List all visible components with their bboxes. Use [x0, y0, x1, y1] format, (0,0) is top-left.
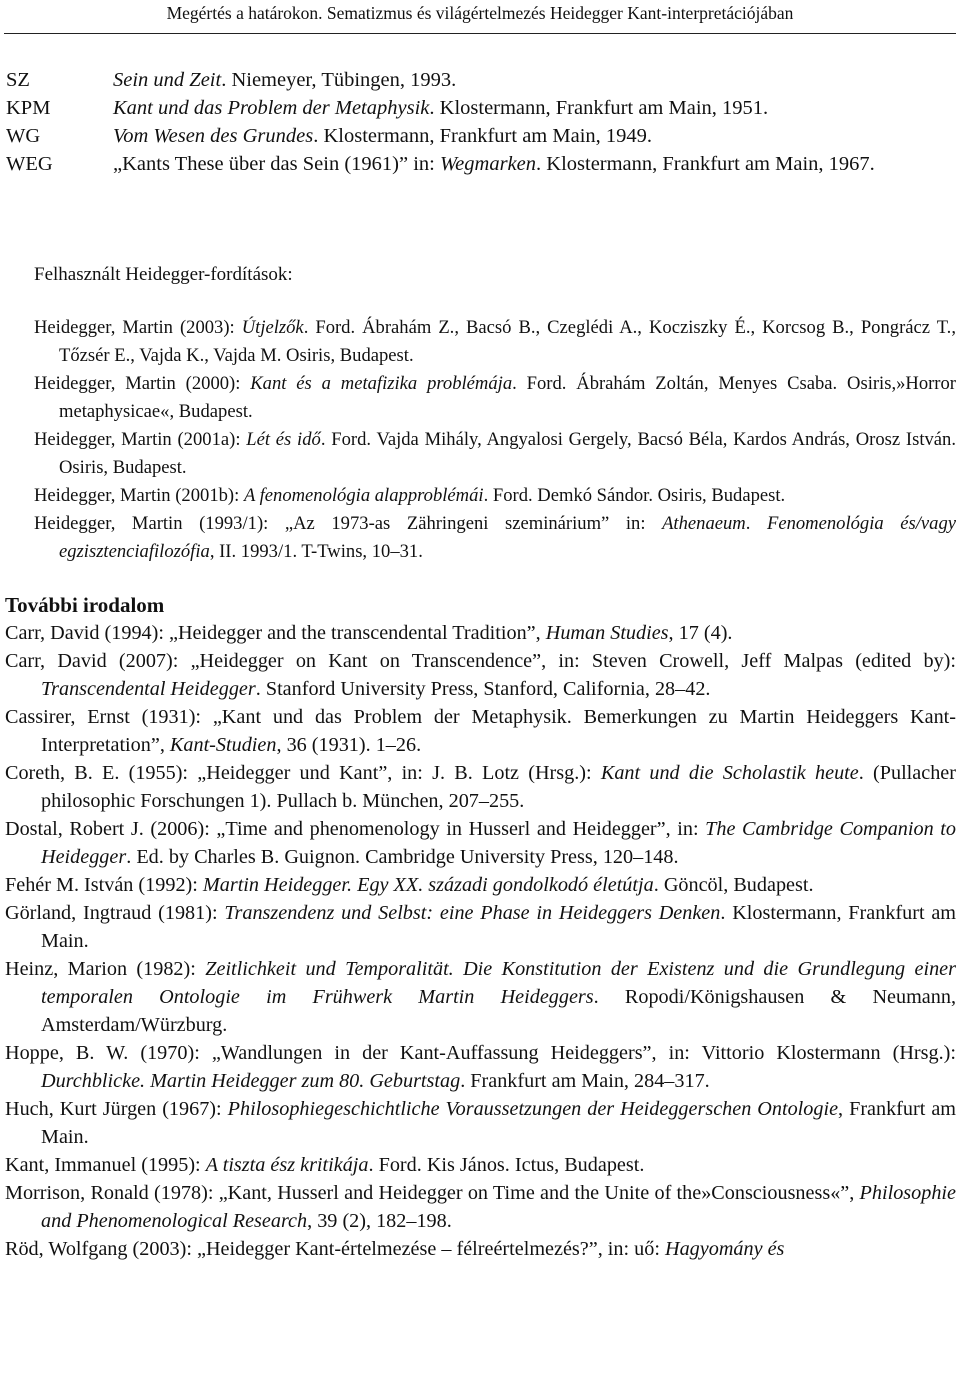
bibliography-entry: Carr, David (1994): „Heidegger and the transcendental Tradition”, Human Studies, 17 (4).	[5, 622, 733, 644]
abbreviation-code: SZ	[6, 69, 30, 91]
translation-entry: Heidegger, Martin (2001a): Lét és idő. Ford. Vajda Mihály, Angyalosi Gergely, Bacsó Béla, Kardos András, Orosz István. Osiris, Budapest.	[34, 429, 956, 478]
abbreviation-code: WG	[6, 125, 41, 147]
abbreviation-code: KPM	[6, 97, 51, 119]
abbreviations-list	[6, 66, 956, 178]
abbreviation-entry	[6, 94, 956, 122]
translation-entry: Heidegger, Martin (2003): Útjelzők. Ford. Ábrahám Z., Bacsó B., Czeglédi A., Kocziszky É., Korcsog B., Pongrácz T., Tőzsér E., Vajda K., Vajda M. Osiris, Budapest.	[34, 317, 956, 366]
abbreviation-entry	[6, 122, 956, 150]
bibliography-entry: Heinz, Marion (1982): Zeitlichkeit und Temporalität. Die Konstitution der Existenz und die Grundlegung einer temporalen Ontologie im Frühwerk Martin Heideggers. Ropodi/Königshausen & Neumann, Amsterdam/Würzburg.	[5, 958, 956, 1036]
bibliography-list	[5, 619, 956, 1263]
abbreviation-text: Sein und Zeit. Niemeyer, Tübingen, 1993.	[113, 69, 457, 91]
abbreviation-code: WEG	[6, 153, 53, 175]
bibliography-entry: Huch, Kurt Jürgen (1967): Philosophiegeschichtliche Voraussetzungen der Heideggerschen Ontologie, Frankfurt am Main.	[5, 1098, 956, 1148]
abbreviation-entry	[6, 66, 956, 94]
translations-heading: Felhasznált Heidegger-fordítások:	[34, 264, 293, 285]
abbreviation-text: Vom Wesen des Grundes. Klostermann, Frankfurt am Main, 1949.	[113, 125, 653, 147]
further-reading-heading: További irodalom	[5, 593, 165, 617]
bibliography-entry: Görland, Ingtraud (1981): Transzendenz und Selbst: eine Phase in Heideggers Denken. Klostermann, Frankfurt am Main.	[5, 902, 956, 952]
header-divider	[4, 33, 956, 34]
bibliography-entry: Röd, Wolfgang (2003): „Heidegger Kant-értelmezése – félreértelmezés?”, in: uő: Hagyomány és	[5, 1238, 785, 1260]
bibliography-entry: Carr, David (2007): „Heidegger on Kant on Transcendence”, in: Steven Crowell, Jeff Malpas (edited by): Transcendental Heidegger. Stanford University Press, Stanford, California, 28–42.	[5, 650, 956, 700]
bibliography-entry: Dostal, Robert J. (2006): „Time and phenomenology in Husserl and Heidegger”, in: The Cambridge Companion to Heidegger. Ed. by Charles B. Guignon. Cambridge University Press, 120–148.	[5, 818, 956, 868]
bibliography-entry: Fehér M. István (1992): Martin Heidegger. Egy XX. századi gondolkodó életútja. Göncöl, Budapest.	[5, 874, 814, 896]
bibliography-entry: Coreth, B. E. (1955): „Heidegger und Kant”, in: J. B. Lotz (Hrsg.): Kant und die Scholastik heute. (Pullacher philosophic Forschungen 1). Pullach b. München, 207–255.	[5, 762, 956, 812]
abbreviation-entry	[6, 150, 956, 178]
translation-entry: Heidegger, Martin (1993/1): „Az 1973-as Zähringeni szeminárium” in: Athenaeum. Fenomenológia és/vagy egzisztenciafilozófia, II. 1993/1. T-Twins, 10–31.	[34, 513, 957, 562]
translation-entry: Heidegger, Martin (2000): Kant és a metafizika problémája. Ford. Ábrahám Zoltán, Menyes Csaba. Osiris,»Horror metaphysicae«, Budapest.	[34, 373, 956, 422]
bibliography-entry: Morrison, Ronald (1978): „Kant, Husserl and Heidegger on Time and the Unite of the»Consciousness«”, Philosophie and Phenomenological Research, 39 (2), 182–198.	[5, 1182, 956, 1232]
translations-list	[34, 314, 956, 566]
translation-entry: Heidegger, Martin (2001b): A fenomenológia alapproblémái. Ford. Demkó Sándor. Osiris, Budapest.	[34, 485, 786, 506]
bibliography-entry: Kant, Immanuel (1995): A tiszta ész kritikája. Ford. Kis János. Ictus, Budapest.	[5, 1154, 645, 1176]
abbreviation-text: „Kants These über das Sein (1961)” in: Wegmarken. Klostermann, Frankfurt am Main, 1967.	[113, 153, 875, 175]
running-header: Megértés a határokon. Sematizmus és világértelmezés Heidegger Kant-interpretációjában	[166, 3, 794, 23]
bibliography-entry: Cassirer, Ernst (1931): „Kant und das Problem der Metaphysik. Bemerkungen zu Martin Heideggers Kant-Interpretation”, Kant-Studien, 36 (1931). 1–26.	[5, 706, 956, 756]
bibliography-entry: Hoppe, B. W. (1970): „Wandlungen in der Kant-Auffassung Heideggers”, in: Vittorio Klostermann (Hrsg.): Durchblicke. Martin Heidegger zum 80. Geburtstag. Frankfurt am Main, 284–317.	[5, 1042, 956, 1092]
abbreviation-text: Kant und das Problem der Metaphysik. Klostermann, Frankfurt am Main, 1951.	[113, 97, 769, 119]
